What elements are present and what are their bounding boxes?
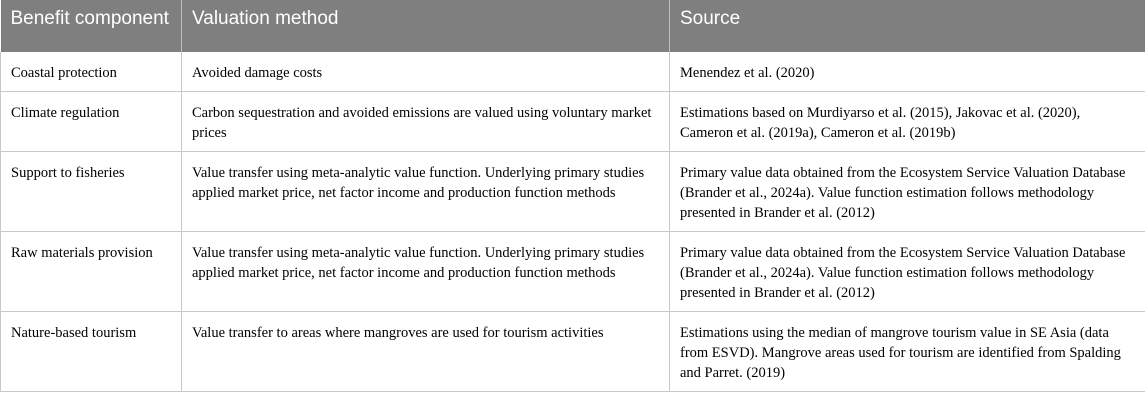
benefit-component-cell: Nature-based tourism: [1, 312, 182, 392]
header-benefit-component: Benefit component: [1, 0, 182, 52]
header-row: [1, 0, 1145, 52]
source-cell: Estimations based on Murdiyarso et al. (2015), Jakovac et al. (2020), Cameron et al. (2019a), Cameron et al. (2019b): [670, 92, 1145, 152]
table-row: [1, 52, 1145, 92]
source-cell: Primary value data obtained from the Ecosystem Service Valuation Database (Brander et al., 2024a). Value function estimation follows methodology presented in Brander et al. (2012): [670, 152, 1145, 232]
valuation-method-cell: Value transfer using meta-analytic value function. Underlying primary studies applied market price, net factor income and production function methods: [182, 232, 670, 312]
header-source: Source: [670, 0, 1145, 52]
valuation-method-cell: Carbon sequestration and avoided emissions are valued using voluntary market prices: [182, 92, 670, 152]
source-cell: Primary value data obtained from the Ecosystem Service Valuation Database (Brander et al., 2024a). Value function estimation follows methodology presented in Brander et al. (2012): [670, 232, 1145, 312]
table-row: [1, 152, 1145, 232]
benefit-component-cell: Support to fisheries: [1, 152, 182, 232]
benefit-component-cell: Raw materials provision: [1, 232, 182, 312]
header-valuation-method: Valuation method: [182, 0, 670, 52]
valuation-method-cell: Avoided damage costs: [182, 52, 670, 92]
valuation-method-cell: Value transfer to areas where mangroves are used for tourism activities: [182, 312, 670, 392]
benefit-component-cell: Climate regulation: [1, 92, 182, 152]
valuation-method-cell: Value transfer using meta-analytic value function. Underlying primary studies applied market price, net factor income and production function methods: [182, 152, 670, 232]
source-cell: Estimations using the median of mangrove tourism value in SE Asia (data from ESVD). Mangrove areas used for tourism are identified from Spalding and Parret. (2019): [670, 312, 1145, 392]
source-cell: Menendez et al. (2020): [670, 52, 1145, 92]
table-row: [1, 232, 1145, 312]
table-row: [1, 92, 1145, 152]
table-row: [1, 312, 1145, 392]
benefit-component-cell: Coastal protection: [1, 52, 182, 92]
